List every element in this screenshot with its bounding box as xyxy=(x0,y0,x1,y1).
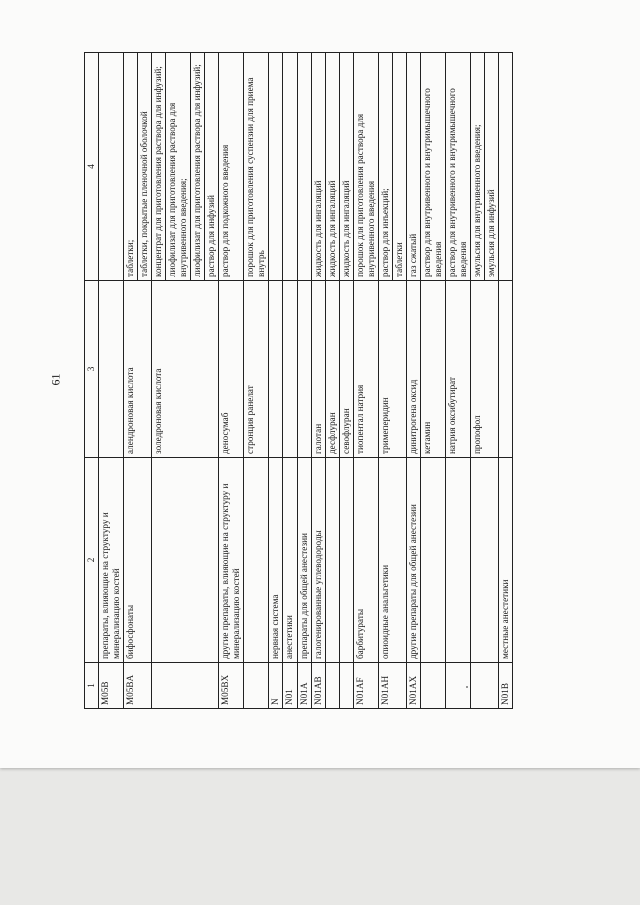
dosage-forms-cell xyxy=(219,53,244,281)
table-row xyxy=(325,53,339,709)
substance-cell xyxy=(269,281,283,458)
substance-cell: пропофол xyxy=(470,281,498,458)
dosage-form: эмульсия для внутривенного введения; xyxy=(471,124,482,277)
dosage-forms-cell xyxy=(325,53,339,281)
dosage-form: лиофилизат для приготовления раствора для внутривенного введения; xyxy=(165,53,190,280)
table-row xyxy=(99,53,124,709)
dosage-form: раствор для подкожного введения xyxy=(220,144,231,277)
column-header: 2 xyxy=(85,458,99,663)
dosage-form: порошок для приготовления суспензии для приема внутрь xyxy=(245,77,267,277)
table-header-row xyxy=(85,53,99,709)
atc-code-cell xyxy=(470,663,498,709)
dosage-form: концентрат для приготовления раствора для инфузий; xyxy=(153,66,164,277)
dosage-form xyxy=(269,53,282,280)
anatomical-group-cell: препараты, влияющие на структуру и минерализацию костей xyxy=(99,458,124,663)
dosage-forms-cell xyxy=(420,53,445,281)
atc-code-cell xyxy=(325,663,339,709)
table-row xyxy=(152,53,219,709)
anatomical-group-cell xyxy=(339,458,353,663)
table-row xyxy=(297,53,311,709)
substance-cell: деносумаб xyxy=(219,281,244,458)
anatomical-group-cell: бифосфонаты xyxy=(124,458,152,663)
dosage-forms-cell xyxy=(445,53,470,281)
dosage-form: порошок для приготовления раствора для внутривенного введения xyxy=(354,113,376,277)
dosage-forms-cell xyxy=(152,53,219,281)
anatomical-group-cell: препараты для общей анестезии xyxy=(297,458,311,663)
substance-cell: стронция ранелат xyxy=(244,281,269,458)
atc-code-cell: N xyxy=(269,663,283,709)
table-row xyxy=(378,53,406,709)
dosage-forms-cell xyxy=(99,53,124,281)
dosage-form xyxy=(298,53,311,280)
atc-code-cell: M05BX xyxy=(219,663,244,709)
dosage-forms-cell xyxy=(470,53,498,281)
table-row xyxy=(283,53,297,709)
dosage-forms-cell xyxy=(406,53,420,281)
anatomical-group-cell: местные анестетики xyxy=(498,458,512,663)
dosage-form: таблетки; xyxy=(125,239,136,277)
dosage-form xyxy=(99,53,112,280)
dosage-form: жидкость для ингаляций xyxy=(312,180,323,277)
table-row xyxy=(339,53,353,709)
column-header: 3 xyxy=(85,281,99,458)
atc-code-cell: M05B xyxy=(99,663,124,709)
substance-cell: кетамин xyxy=(420,281,445,458)
table-row xyxy=(124,53,152,709)
dosage-form: раствор для внутривенного и внутримышечного введения xyxy=(421,88,443,277)
substance-cell: галотан xyxy=(311,281,325,458)
table-row xyxy=(219,53,244,709)
atc-code-cell: N01AX xyxy=(406,663,420,709)
dosage-forms-cell xyxy=(297,53,311,281)
page-number: 61 xyxy=(48,373,63,386)
drug-table xyxy=(84,52,513,709)
anatomical-group-cell xyxy=(244,458,269,663)
substance-cell: тримеперидин xyxy=(378,281,406,458)
dosage-form: таблетки, покрытые пленочной оболочкой xyxy=(137,53,151,280)
dosage-form: раствор для инъекций; xyxy=(379,188,390,277)
dosage-forms-cell xyxy=(311,53,325,281)
atc-code-cell: M05BA xyxy=(124,663,152,709)
dosage-forms-cell xyxy=(269,53,283,281)
dosage-forms-cell xyxy=(283,53,297,281)
dosage-forms-cell xyxy=(124,53,152,281)
substance-cell: севофлуран xyxy=(339,281,353,458)
table-row xyxy=(498,53,512,709)
atc-code-cell xyxy=(244,663,269,709)
anatomical-group-cell: другие препараты для общей анестезии xyxy=(406,458,420,663)
anatomical-group-cell: анестетики xyxy=(283,458,297,663)
table-row xyxy=(406,53,420,709)
column-header: 4 xyxy=(85,53,99,281)
substance-cell: динитрогена оксид xyxy=(406,281,420,458)
dosage-form: таблетки xyxy=(392,53,406,280)
dosage-form: жидкость для ингаляций xyxy=(326,180,337,277)
atc-code-cell xyxy=(339,663,353,709)
dosage-forms-cell xyxy=(339,53,353,281)
dosage-form xyxy=(499,53,512,280)
dosage-forms-cell xyxy=(353,53,378,281)
dosage-form xyxy=(283,53,296,280)
atc-code-cell: N01B xyxy=(498,663,512,709)
table-row xyxy=(470,53,498,709)
dosage-form: жидкость для ингаляций xyxy=(340,180,351,277)
table-body xyxy=(99,53,513,709)
dosage-form: раствор для внутривенного и внутримышечного введения xyxy=(446,88,468,277)
anatomical-group-cell xyxy=(470,458,498,663)
anatomical-group-cell xyxy=(420,458,445,663)
anatomical-group-cell: нервная система xyxy=(269,458,283,663)
dosage-forms-cell xyxy=(378,53,406,281)
substance-cell: десфлуран xyxy=(325,281,339,458)
atc-code-cell: N01 xyxy=(283,663,297,709)
dosage-form: лиофилизат для приготовления раствора для инфузий; xyxy=(190,53,204,280)
scan-speck xyxy=(466,686,468,688)
atc-code-cell: N01AH xyxy=(378,663,406,709)
anatomical-group-cell: барбитураты xyxy=(353,458,378,663)
table-row xyxy=(353,53,378,709)
substance-cell xyxy=(283,281,297,458)
atc-code-cell xyxy=(420,663,445,709)
anatomical-group-cell: галогенированные углеводороды xyxy=(311,458,325,663)
dosage-form: раствор для инфузий xyxy=(204,53,218,280)
atc-code-cell: N01A xyxy=(297,663,311,709)
column-header: 1 xyxy=(85,663,99,709)
rotated-table-wrapper xyxy=(84,53,566,709)
substance-cell: тиопентал натрия xyxy=(353,281,378,458)
dosage-forms-cell xyxy=(244,53,269,281)
table-row xyxy=(311,53,325,709)
anatomical-group-cell xyxy=(325,458,339,663)
table-row xyxy=(420,53,445,709)
dosage-forms-cell xyxy=(498,53,512,281)
anatomical-group-cell xyxy=(152,458,219,663)
substance-cell: алендроновая кислота xyxy=(124,281,152,458)
substance-cell: золедроновая кислота xyxy=(152,281,219,458)
substance-cell xyxy=(99,281,124,458)
table-row xyxy=(445,53,470,709)
anatomical-group-cell: другие препараты, влияющие на структуру и минерализацию костей xyxy=(219,458,244,663)
atc-code-cell xyxy=(152,663,219,709)
atc-code-cell: N01AB xyxy=(311,663,325,709)
substance-cell xyxy=(297,281,311,458)
dosage-form: газ сжатый xyxy=(407,233,418,277)
table-row xyxy=(269,53,283,709)
substance-cell: натрия оксибутират xyxy=(445,281,470,458)
atc-code-cell: N01AF xyxy=(353,663,378,709)
anatomical-group-cell: опиоидные анальгетики xyxy=(378,458,406,663)
anatomical-group-cell xyxy=(445,458,470,663)
dosage-form: эмульсия для инфузий xyxy=(484,53,498,280)
table-row xyxy=(244,53,269,709)
substance-cell xyxy=(498,281,512,458)
